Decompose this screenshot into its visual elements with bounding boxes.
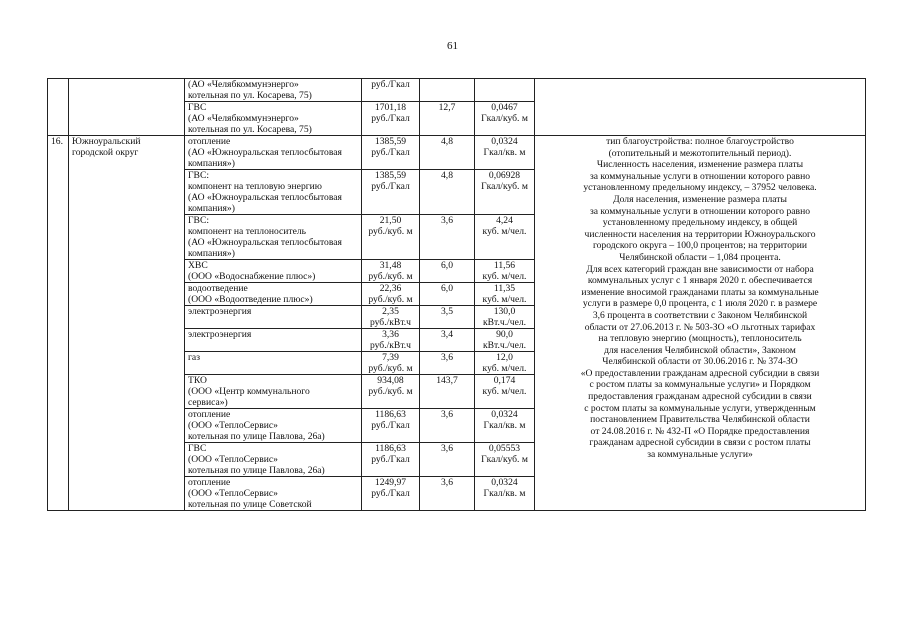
percent-cell: 3,6	[420, 352, 475, 375]
volume-line: 0,0324	[491, 477, 518, 488]
volume-cell	[475, 283, 535, 306]
tariff-line: руб./Гкал	[371, 181, 410, 192]
tariff-line: 1186,63	[375, 443, 406, 454]
tariff-line: руб./Гкал	[371, 147, 410, 158]
service-cell	[185, 136, 362, 170]
percent-cell: 6,0	[420, 283, 475, 306]
service-line: газ	[188, 352, 200, 363]
volume-line: кВт.ч./чел.	[482, 340, 527, 351]
volume-line: Гкал/кв. м	[483, 420, 526, 431]
service-cell	[185, 477, 362, 511]
volume-cell	[475, 409, 535, 443]
tariff-line: 1385,59	[374, 136, 407, 147]
note-line: установленному предельному индексу, – 37952 человека.	[583, 182, 817, 194]
service-line: электроэнергия	[188, 306, 252, 317]
percent-cell: 143,7	[420, 375, 475, 409]
volume-cell	[475, 215, 535, 260]
service-cell	[185, 329, 362, 352]
percent-cell: 3,4	[420, 329, 475, 352]
percent-cell: 4,8	[420, 136, 475, 170]
tariff-cell	[362, 409, 420, 443]
volume-cell	[475, 102, 535, 136]
volume-line: кВт.ч./чел.	[482, 317, 527, 328]
note-line: от 24.08.2016 г. № 432-П «О Порядке предоставления	[590, 425, 810, 437]
service-line: (АО «Южноуральская теплосбытовая	[188, 192, 342, 203]
service-line: сервиса»)	[188, 397, 228, 408]
service-line: ТКО	[188, 375, 207, 386]
volume-line: 130,0	[493, 306, 516, 317]
volume-cell	[475, 352, 535, 375]
volume-line: 0,06928	[488, 170, 521, 181]
service-line: отопление	[188, 136, 231, 147]
service-cell	[185, 443, 362, 477]
volume-line: 11,35	[493, 283, 516, 294]
service-cell	[185, 352, 362, 375]
tariff-line: руб./кВт.ч	[369, 340, 412, 351]
service-line: (ООО «Водоотведение плюс»)	[188, 294, 313, 305]
percent-cell: 3,6	[420, 215, 475, 260]
volume-cell	[475, 375, 535, 409]
note-line: за коммунальные услуги»	[647, 449, 753, 461]
org-line: городской округ	[72, 147, 139, 158]
volume-line: Гкал/кв. м	[483, 488, 526, 499]
note-line: городского округа – 100,0 процентов; на территории	[592, 240, 808, 252]
service-cell	[185, 170, 362, 215]
volume-line: куб. м/чел.	[482, 363, 527, 374]
volume-line: 0,174	[493, 375, 516, 386]
volume-line: 90,0	[496, 329, 513, 340]
note-line: «О предоставлении гражданам адресной субсидии в связи	[580, 367, 820, 379]
tariff-cell	[362, 352, 420, 375]
service-line: котельная по улице Павлова, 26а)	[188, 431, 325, 442]
note-line: области от 27.06.2013 г. № 503-ЗО «О льготных тарифах	[584, 321, 816, 333]
note-line: 3,6 процента в соответствии с Законом Челябинской	[592, 309, 808, 321]
service-line: электроэнергия	[188, 329, 252, 340]
note-cell	[535, 79, 866, 136]
volume-cell	[475, 443, 535, 477]
service-cell	[185, 375, 362, 409]
tariff-table-body	[48, 79, 866, 511]
tariff-line: руб./Гкал	[371, 420, 410, 431]
service-cell	[185, 215, 362, 260]
service-line: компонент на тепловую энергию	[188, 181, 322, 192]
service-line: котельная по улице Советской	[188, 499, 312, 510]
tariff-line: 7,39	[382, 352, 399, 363]
volume-cell	[475, 260, 535, 283]
service-line: котельная по улице Павлова, 26а)	[188, 465, 325, 476]
tariff-line: руб./Гкал	[371, 488, 410, 499]
volume-line: Гкал/куб. м	[481, 181, 528, 192]
note-line: для населения Челябинской области», Законом	[604, 344, 796, 356]
volume-cell	[475, 306, 535, 329]
note-line: установленному предельному индексу, в общей	[602, 217, 798, 229]
service-line: компания»)	[188, 203, 235, 214]
service-line: ГВС	[188, 443, 207, 454]
percent-cell: 3,5	[420, 306, 475, 329]
tariff-line: 3,36	[382, 329, 399, 340]
note-line: гражданам адресной субсидии в связи с ростом платы	[589, 437, 811, 449]
table-row	[48, 79, 866, 102]
service-line: (АО «Южноуральская теплосбытовая	[188, 147, 342, 158]
service-cell	[185, 306, 362, 329]
tariff-cell	[362, 136, 420, 170]
note-cell	[535, 136, 866, 511]
tariff-cell	[362, 375, 420, 409]
tariff-cell	[362, 102, 420, 136]
note-line: тип благоустройства: полное благоустройство	[606, 136, 794, 147]
tariff-line: 934,08	[377, 375, 404, 386]
volume-line: 0,0324	[491, 409, 518, 420]
note-line: Челябинской области от 30.06.2016 г. № 374-ЗО	[602, 356, 798, 368]
service-line: котельная по ул. Косарева, 75)	[188, 124, 312, 135]
service-cell	[185, 409, 362, 443]
tariff-cell	[362, 260, 420, 283]
service-cell	[185, 283, 362, 306]
note-line: изменение вносимой гражданами платы за коммунальные	[581, 286, 819, 298]
volume-line: 0,05553	[488, 443, 521, 454]
volume-line: куб. м/чел.	[482, 386, 527, 397]
volume-cell	[475, 477, 535, 511]
service-line: ХВС	[188, 260, 208, 271]
note-line: коммунальных услуг с 1 января 2020 г. обеспечивается	[587, 275, 813, 287]
percent-cell: 3,6	[420, 443, 475, 477]
service-cell	[185, 102, 362, 136]
tariff-line: руб./куб. м	[368, 226, 413, 237]
note-line: предоставления гражданам адресной субсидии в связи	[588, 391, 812, 403]
volume-cell	[475, 79, 535, 102]
service-line: (ООО «Водоснабжение плюс»)	[188, 271, 316, 282]
service-line: (ООО «ТеплоСервис»	[188, 454, 278, 465]
note-line: (отопительный и межотопительный период).	[608, 147, 792, 159]
tariff-line: руб./куб. м	[368, 363, 413, 374]
percent-cell: 6,0	[420, 260, 475, 283]
org-line: Южноуральский	[72, 136, 141, 147]
tariff-line: руб./кВт.ч	[369, 317, 412, 328]
table-row	[48, 136, 866, 170]
tariff-line: руб./куб. м	[368, 294, 413, 305]
tariff-cell	[362, 79, 420, 102]
service-line: (АО «Южноуральская теплосбытовая	[188, 237, 342, 248]
volume-line: куб. м/чел.	[482, 226, 527, 237]
tariff-line: 2,35	[382, 306, 399, 317]
service-line: отопление	[188, 409, 231, 420]
note-line: на тепловую энергию (мощность), теплоноситель	[598, 333, 802, 345]
service-line: (АО «Челябкоммунэнерго»	[188, 79, 299, 90]
volume-line: куб. м/чел.	[482, 271, 527, 282]
note-line: Доля населения, изменение размера платы	[613, 193, 787, 205]
tariff-cell	[362, 329, 420, 352]
volume-line: Гкал/кв. м	[483, 147, 526, 158]
percent-cell: 3,6	[420, 409, 475, 443]
service-line: водоотведение	[188, 283, 248, 294]
volume-line: Гкал/куб. м	[481, 113, 528, 124]
note-line: за коммунальные услуги в отношении которого равно	[589, 205, 811, 217]
note-line: Челябинской области – 1,084 процента.	[619, 251, 781, 263]
tariff-cell	[362, 477, 420, 511]
tariff-line: 22,36	[379, 283, 402, 294]
row-number-cell: 16.	[48, 136, 69, 511]
percent-cell: 3,6	[420, 477, 475, 511]
volume-line: 0,0467	[491, 102, 518, 113]
tariff-line: руб./Гкал	[371, 113, 410, 124]
tariff-line: руб./Гкал	[371, 454, 410, 465]
note-line: услуги в размере 0,0 процента, с 1 июля 2020 г. в размере	[582, 298, 818, 310]
service-line: компонент на теплоноситель	[188, 226, 307, 237]
service-cell	[185, 260, 362, 283]
note-line: с ростом платы за коммунальные услуги» и Порядком	[589, 379, 811, 391]
tariff-line: руб./куб. м	[368, 386, 413, 397]
service-line: (ООО «ТеплоСервис»	[188, 420, 278, 431]
service-cell	[185, 79, 362, 102]
note-line: Для всех категорий граждан вне зависимости от набора	[586, 263, 814, 275]
tariff-line: 1186,63	[375, 409, 406, 420]
page-number: 61	[447, 40, 458, 52]
tariff-table	[47, 78, 866, 511]
note-line: за коммунальные услуги в отношении которого равно	[589, 170, 811, 182]
service-line: отопление	[188, 477, 231, 488]
note-line: численности населения на территории Южноуральского	[584, 228, 816, 240]
volume-line: 0,0324	[491, 136, 518, 147]
tariff-cell	[362, 170, 420, 215]
service-line: компания»)	[188, 158, 235, 169]
note-line: с ростом платы за коммунальные услуги, утвержденным	[584, 402, 816, 414]
tariff-cell	[362, 443, 420, 477]
volume-cell	[475, 136, 535, 170]
volume-cell	[475, 329, 535, 352]
tariff-line: 1249,97	[374, 477, 407, 488]
org-cell	[69, 136, 185, 511]
tariff-line: 1385,59	[374, 170, 407, 181]
volume-line: 11,56	[493, 260, 516, 271]
percent-cell: 4,8	[420, 170, 475, 215]
service-line: котельная по ул. Косарева, 75)	[188, 90, 312, 101]
service-line: (ООО «Центр коммунального	[188, 386, 310, 397]
volume-cell	[475, 170, 535, 215]
volume-line: 12,0	[496, 352, 513, 363]
volume-line: 4,24	[496, 215, 513, 226]
row-number-cell	[48, 79, 69, 136]
service-line: компания»)	[188, 248, 235, 259]
percent-cell: 12,7	[420, 102, 475, 136]
note-line: Численность населения, изменение размера платы	[596, 159, 804, 171]
service-line: ГВС:	[188, 170, 210, 181]
service-line: ГВС	[188, 102, 207, 113]
note-line: постановлением Правительства Челябинской области	[590, 414, 810, 426]
tariff-line: 21,50	[379, 215, 402, 226]
volume-line: куб. м/чел.	[482, 294, 527, 305]
tariff-cell	[362, 215, 420, 260]
service-line: (АО «Челябкоммунэнерго»	[188, 113, 299, 124]
volume-line: Гкал/куб. м	[481, 454, 528, 465]
percent-cell	[420, 79, 475, 102]
tariff-cell	[362, 306, 420, 329]
org-cell	[69, 79, 185, 136]
tariff-cell	[362, 283, 420, 306]
tariff-line: 1701,18	[374, 102, 407, 113]
service-line: ГВС:	[188, 215, 210, 226]
tariff-line: 31,48	[379, 260, 402, 271]
tariff-line: руб./куб. м	[368, 271, 413, 282]
tariff-line: руб./Гкал	[371, 79, 410, 90]
service-line: (ООО «ТеплоСервис»	[188, 488, 278, 499]
